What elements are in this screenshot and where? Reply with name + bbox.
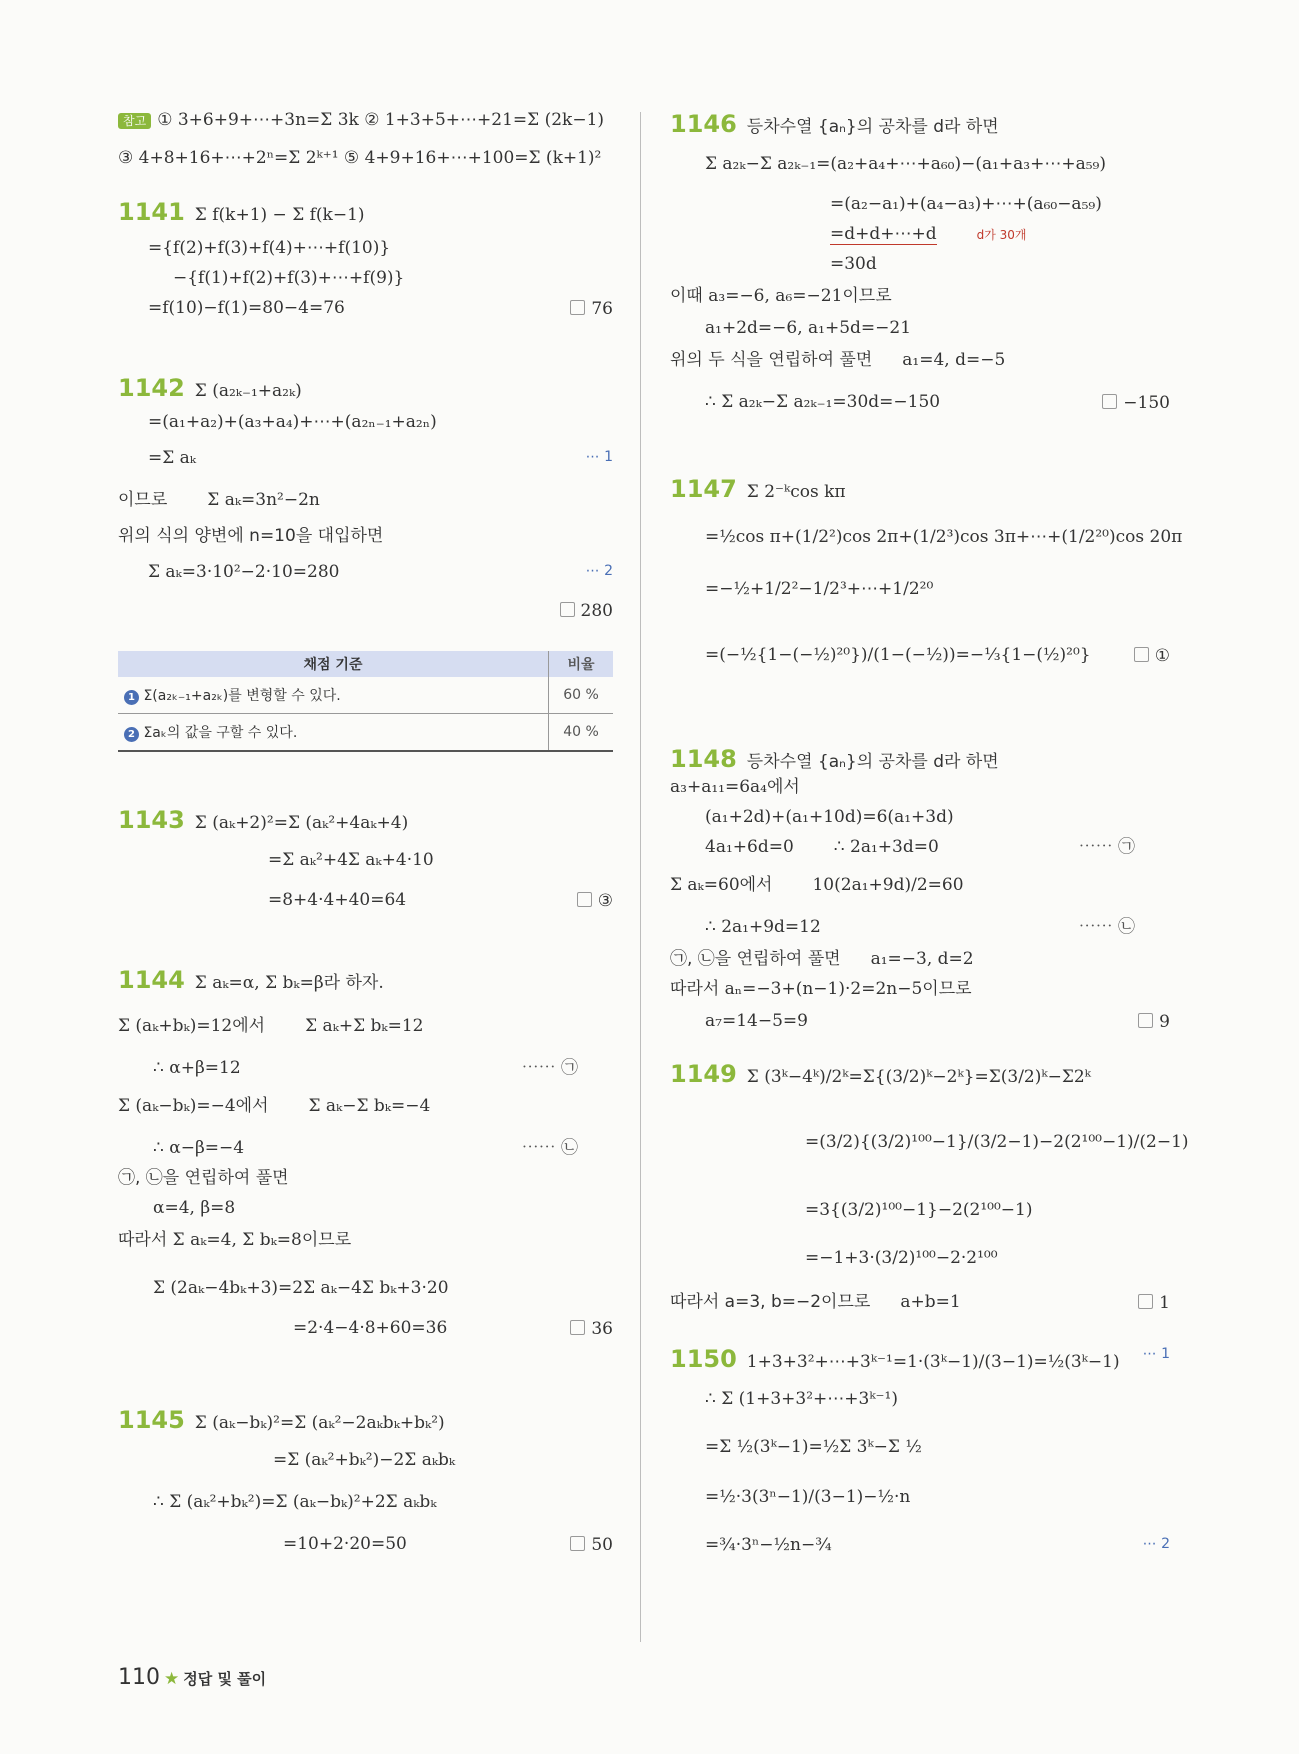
left-column	[118, 112, 613, 1558]
math-line: =Σ aₖ²+4Σ aₖ+4·10	[268, 850, 434, 870]
math-line: 10(2a₁+9d)/2=60	[812, 875, 964, 895]
math-line: Σ 2⁻ᵏcos kπ	[746, 482, 846, 502]
answer	[570, 1536, 613, 1554]
answer-box-icon	[1134, 647, 1149, 662]
answer	[1102, 394, 1170, 412]
problem-number: 1144	[118, 966, 185, 994]
math-line: =½·3(3ⁿ−1)/(3−1)−½·n	[705, 1487, 911, 1507]
answer	[1138, 1294, 1170, 1312]
answer	[560, 602, 613, 620]
math-line: =Σ aₖ	[148, 448, 197, 468]
column-divider	[640, 112, 641, 1642]
problem-number: 1148	[670, 745, 737, 773]
table-row	[118, 714, 613, 752]
step-marker-1: ⋯ 1	[585, 449, 613, 465]
math-line: a₁=4, d=−5	[902, 350, 1006, 370]
answer-value: −150	[1123, 393, 1170, 413]
problem-1147	[670, 475, 1183, 747]
math-line: =30d	[830, 254, 877, 274]
text-line: 등차수열 {aₙ}의 공차를 d라 하면	[746, 117, 999, 137]
note-line-2: ③ 4+8+16+⋯+2ⁿ=Σ 2ᵏ⁺¹ ⑤ 4+9+16+⋯+100=Σ (k+1)²	[118, 148, 602, 168]
problem-1149	[670, 1060, 1189, 1347]
equation-marker: ⋯⋯ ㉠	[1078, 837, 1135, 857]
math-line: 따라서 aₙ=−3+(n−1)·2=2n−5이므로	[670, 979, 972, 999]
math-line: 1+3+3²+⋯+3ᵏ⁻¹=1·(3ᵏ−1)/(3−1)=½(3ᵏ−1)	[746, 1352, 1120, 1372]
problem-number: 1146	[670, 110, 737, 138]
scoring-table	[118, 651, 613, 752]
problem-1143	[118, 808, 613, 968]
problem-number: 1142	[118, 374, 185, 402]
answer	[570, 300, 613, 318]
math-line: =Σ ½(3ᵏ−1)=½Σ 3ᵏ−Σ ½	[705, 1437, 922, 1457]
problem-number: 1150	[670, 1345, 737, 1373]
math-line: Σ (2aₖ−4bₖ+3)=2Σ aₖ−4Σ bₖ+3·20	[153, 1278, 449, 1298]
math-line: a₃+a₁₁=6a₄에서	[670, 777, 800, 797]
equation-marker: ⋯⋯ ㉡	[1078, 917, 1135, 937]
note-line-1: ① 3+6+9+⋯+3n=Σ 3k ② 1+3+5+⋯+21=Σ (2k−1)	[157, 110, 605, 130]
problem-1150	[670, 1347, 1170, 1577]
math-line: Σ aₖ=3·10²−2·10=280	[148, 562, 340, 582]
right-column	[670, 110, 1189, 1577]
answer	[1138, 1013, 1170, 1031]
math-line: Σ a₂ₖ−Σ a₂ₖ₋₁=(a₂+a₄+⋯+a₆₀)−(a₁+a₃+⋯+a₅₉)	[705, 154, 1106, 174]
math-line: ∴ 2a₁+3d=0	[833, 837, 939, 857]
equation-marker: ⋯⋯ ㉡	[521, 1138, 578, 1158]
answer-value: 76	[591, 299, 613, 319]
math-line: =3{(3/2)¹⁰⁰−1}−2(2¹⁰⁰−1)	[805, 1200, 1033, 1220]
math-line: =10+2·20=50	[283, 1534, 407, 1554]
problem-1146	[670, 112, 1170, 477]
answer-value: ③	[597, 891, 613, 911]
math-line: =2·4−4·8+60=36	[293, 1318, 448, 1338]
math-line: =(3/2){(3/2)¹⁰⁰−1}/(3/2−1)−2(2¹⁰⁰−1)/(2−1)	[805, 1132, 1189, 1152]
table-cell: Σaₖ의 값을 구할 수 있다.	[143, 725, 298, 741]
math-line: Σ aₖ=3n²−2n	[207, 490, 320, 510]
math-line: 4a₁+6d=0	[705, 837, 794, 857]
star-icon: ★	[164, 1669, 180, 1689]
text-line: 따라서 a=3, b=−2이므로	[670, 1292, 871, 1312]
table-header: 비율	[549, 651, 614, 677]
answer	[577, 892, 613, 910]
math-line: ∴ Σ a₂ₖ−Σ a₂ₖ₋₁=30d=−150	[705, 392, 941, 412]
answer-value: 50	[591, 1535, 613, 1555]
answer-value: 9	[1159, 1012, 1170, 1032]
table-header: 채점 기준	[118, 651, 549, 677]
text-line: 이므로	[118, 490, 168, 510]
problem-1142	[118, 376, 613, 651]
math-line: =d+d+⋯+d	[830, 224, 937, 244]
math-line: Σ (aₖ−bₖ)²=Σ (aₖ²−2aₖbₖ+bₖ²)	[194, 1413, 445, 1433]
math-line: =½cos π+(1/2²)cos 2π+(1/2³)cos 3π+⋯+(1/2²⁰)cos 20π	[705, 527, 1183, 547]
page-number: 110	[118, 1665, 160, 1690]
math-line: Σ f(k+1) − Σ f(k−1)	[194, 205, 365, 225]
text-line: 위의 두 식을 연립하여 풀면	[670, 350, 873, 370]
step-marker-2: ⋯ 2	[1142, 1536, 1170, 1552]
text-line: 위의 식의 양변에 n=10을 대입하면	[118, 526, 384, 546]
table-cell: 60 %	[549, 677, 614, 714]
math-line: 이때 a₃=−6, a₆=−21이므로	[670, 286, 892, 306]
annotation-label: d가 30개	[976, 228, 1027, 242]
answer-box-icon	[1138, 1294, 1153, 1309]
table-row	[118, 677, 613, 714]
math-line: =Σ (aₖ²+bₖ²)−2Σ aₖbₖ	[273, 1450, 456, 1470]
math-line: ∴ 2a₁+9d=12	[705, 917, 821, 937]
math-line: =(a₁+a₂)+(a₃+a₄)+⋯+(a₂ₙ₋₁+a₂ₙ)	[148, 412, 437, 432]
math-line: ∴ α−β=−4	[153, 1138, 245, 1158]
math-line: Σ (3ᵏ−4ᵏ)/2ᵏ=Σ{(3/2)ᵏ−2ᵏ}=Σ(3/2)ᵏ−Σ2ᵏ	[746, 1067, 1091, 1087]
math-line: α=4, β=8	[153, 1198, 236, 1218]
text-line: 등차수열 {aₙ}의 공차를 d라 하면	[746, 752, 999, 772]
math-line: =−1+3·(3/2)¹⁰⁰−2·2¹⁰⁰	[805, 1248, 998, 1268]
math-line: Σ (aₖ+bₖ)=12에서	[118, 1016, 266, 1036]
problem-1145	[118, 1408, 613, 1558]
math-line: ∴ Σ (aₖ²+bₖ²)=Σ (aₖ−bₖ)²+2Σ aₖbₖ	[153, 1492, 437, 1512]
math-line: =8+4·4+40=64	[268, 890, 407, 910]
math-line: ={f(2)+f(3)+f(4)+⋯+f(10)}	[148, 238, 391, 258]
math-line: =¾·3ⁿ−½n−¾	[705, 1535, 832, 1555]
answer-box-icon	[570, 1536, 585, 1551]
table-cell: Σ(a₂ₖ₋₁+a₂ₖ)를 변형할 수 있다.	[143, 688, 341, 704]
math-line: Σ aₖ=60에서	[670, 875, 773, 895]
math-line: =f(10)−f(1)=80−4=76	[148, 298, 345, 318]
answer-box-icon	[577, 892, 592, 907]
text-line: ㉠, ㉡을 연립하여 풀면	[118, 1168, 289, 1188]
math-line: Σ aₖ+Σ bₖ=12	[305, 1016, 424, 1036]
note-block	[118, 112, 613, 200]
step-2-icon: 2	[124, 727, 139, 742]
note-tag: 참고	[118, 113, 151, 129]
answer	[1134, 647, 1170, 665]
answer	[570, 1320, 613, 1338]
step-1-icon: 1	[124, 690, 139, 705]
answer-box-icon	[570, 300, 585, 315]
math-line: ∴ α+β=12	[153, 1058, 241, 1078]
problem-number: 1145	[118, 1406, 185, 1434]
answer-value: 280	[580, 601, 613, 621]
problem-number: 1149	[670, 1060, 737, 1088]
math-line: Σ aₖ−Σ bₖ=−4	[308, 1096, 431, 1116]
answer-value: 36	[591, 1319, 613, 1339]
math-line: −{f(1)+f(2)+f(3)+⋯+f(9)}	[173, 268, 405, 288]
footer-label: 정답 및 풀이	[183, 1670, 267, 1688]
answer-value: ①	[1154, 646, 1170, 666]
math-line: Σ (aₖ+2)²=Σ (aₖ²+4aₖ+4)	[194, 813, 409, 833]
step-marker-1: ⋯ 1	[1142, 1346, 1170, 1362]
problem-number: 1141	[118, 198, 185, 226]
page-footer	[118, 1665, 266, 1690]
problem-number: 1147	[670, 475, 737, 503]
math-line: ∴ Σ (1+3+3²+⋯+3ᵏ⁻¹)	[705, 1389, 898, 1409]
answer-box-icon	[1138, 1013, 1153, 1028]
answer-box-icon	[560, 602, 575, 617]
math-line: a₁+2d=−6, a₁+5d=−21	[705, 318, 912, 338]
problem-number: 1143	[118, 806, 185, 834]
answer-box-icon	[570, 1320, 585, 1335]
answer-box-icon	[1102, 394, 1117, 409]
math-line: Σ aₖ=α, Σ bₖ=β라 하자.	[194, 973, 384, 993]
problem-1141	[118, 200, 613, 376]
problem-1144	[118, 968, 613, 1408]
math-line: =(a₂−a₁)+(a₄−a₃)+⋯+(a₆₀−a₅₉)	[830, 194, 1102, 214]
math-line: =−½+1/2²−1/2³+⋯+1/2²⁰	[705, 579, 934, 599]
table-cell: 40 %	[549, 714, 614, 752]
answer-value: 1	[1159, 1293, 1170, 1313]
math-line: a+b=1	[900, 1292, 961, 1312]
math-line: =(−½{1−(−½)²⁰})/(1−(−½))=−⅓{1−(½)²⁰}	[705, 645, 1091, 665]
math-line: a₇=14−5=9	[705, 1011, 808, 1031]
step-marker-2: ⋯ 2	[585, 563, 613, 579]
math-line: Σ (aₖ−bₖ)=−4에서	[118, 1096, 269, 1116]
math-line: a₁=−3, d=2	[870, 949, 974, 969]
math-line: Σ (a₂ₖ₋₁+a₂ₖ)	[194, 381, 302, 401]
equation-marker: ⋯⋯ ㉠	[521, 1058, 578, 1078]
text-line: ㉠, ㉡을 연립하여 풀면	[670, 949, 841, 969]
math-line: 따라서 Σ aₖ=4, Σ bₖ=8이므로	[118, 1230, 352, 1250]
problem-1148	[670, 747, 1170, 1062]
math-line: (a₁+2d)+(a₁+10d)=6(a₁+3d)	[705, 807, 954, 827]
